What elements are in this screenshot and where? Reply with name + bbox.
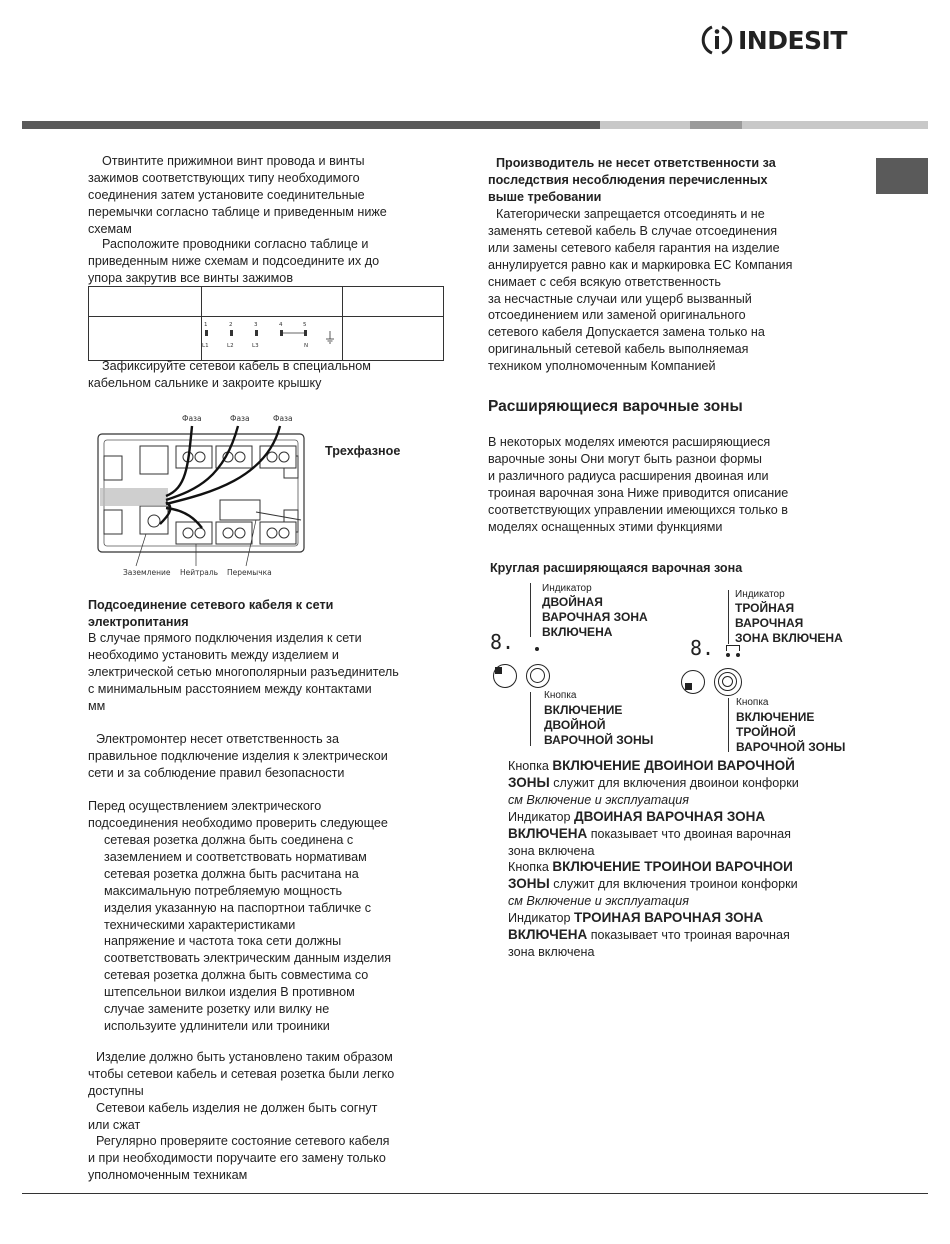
terminal-number: 5	[303, 322, 307, 328]
connect-paragraph: В случае прямого подключения изделия к сети необходимо установить между изделием и электрической сетью многополярныи разъединитель с минимальным расстоянием между контактами мм	[88, 631, 399, 713]
terminal-number: 2	[229, 322, 233, 328]
footer-divider	[22, 1193, 928, 1194]
phase-label: Фаза	[230, 414, 250, 423]
description-line: ЗОНЫ служит для включения двоинои конфорки	[508, 774, 799, 790]
check-list: сетевая розетка должна быть соединена с заземлением и соответствовать нормативам сетевая розетка должна быть расчитана на максимальную потребляемую мощность изделия указанную на паспортнои табличке с техническими характеристиками напряжение и частота тока сети должны соответствовать электрическим данным изделия сетевая розетка должна быть совместима со штепсельнои вилкои изделия В противном случае замените розетку или вилку не используите удлинители или троиники	[104, 833, 392, 1033]
indicator-2-label: Индикатор	[735, 589, 785, 600]
button-2-label: Кнопка	[736, 697, 769, 708]
logo-emblem-icon	[700, 23, 734, 57]
final-paragraph-3: Регулярно проверяите состояние сетевого кабеля и при необходимости поручаите его замену только уполномоченным техникам	[88, 1134, 390, 1182]
terminal-label: L2	[227, 343, 234, 349]
description-line: см Включение и эксплуатация	[508, 792, 690, 807]
electrician-paragraph: Электромонтер несет ответственность за правильное подключение изделия к электрическои сети и за соблюдение правил безопасности	[88, 732, 388, 780]
ground-label: Заземление	[123, 568, 171, 577]
phase-label: Фаза	[273, 414, 293, 423]
round-zone-heading: Круглая расширяющаяся варочная зона	[490, 561, 743, 575]
terminal-label: L1	[202, 343, 209, 349]
power-display: 8.	[490, 630, 515, 654]
table-cell	[89, 317, 202, 361]
indicator-2-bracket	[726, 645, 740, 651]
power-display: 8.	[690, 636, 715, 660]
table-cell	[89, 287, 202, 317]
indicator-2-title: ТРОЙНАЯ ВАРОЧНАЯ ЗОНА ВКЛЮЧЕНА	[735, 601, 843, 645]
connect-heading: Подсоединение сетевого кабеля к сети электропитания	[88, 598, 334, 629]
warning-heading: Производитель не несет ответственности за последствия несоблюдения перечисленных выше требовании	[488, 156, 776, 204]
leader-line	[530, 692, 531, 746]
brand-logo	[700, 22, 850, 58]
description-line: ВКЛЮЧЕНА показывает что двоиная варочная	[508, 825, 791, 841]
description-line: зона включена	[508, 843, 595, 858]
button-1-label: Кнопка	[544, 690, 577, 701]
jumper-label: Перемычка	[227, 568, 272, 577]
description-block	[508, 758, 868, 961]
description-line: ВКЛЮЧЕНА показывает что троиная варочная	[508, 927, 790, 943]
final-paragraph-2: Сетевои кабель изделия не должен быть согнут или сжат	[88, 1101, 378, 1132]
table-cell	[343, 287, 444, 317]
description-line: Кнопка ВКЛЮЧЕНИЕ ДВОИНОИ ВАРОЧНОЙ	[508, 758, 795, 773]
diagram-caption: Трехфазное	[325, 444, 401, 458]
control-knob[interactable]	[493, 664, 517, 688]
check-intro: Перед осуществлением электрического подсоединения необходимо проверить следующее	[88, 799, 388, 830]
three-phase-wiring-diagram	[96, 408, 326, 580]
zones-heading: Расширяющиеся варочные зоны	[488, 398, 743, 415]
leader-line	[728, 698, 729, 752]
description-line: см Включение и эксплуатация	[508, 894, 690, 909]
indicator-1-label: Индикатор	[542, 583, 592, 594]
neutral-label: Нейтраль	[180, 568, 219, 577]
terminal-number: 4	[279, 322, 283, 328]
header-bar	[22, 121, 928, 129]
phase-label: Фаза	[182, 414, 202, 423]
terminal-label: N	[304, 343, 309, 349]
leader-line	[728, 590, 729, 644]
terminal-scheme-icon	[202, 317, 342, 355]
terminal-number: 3	[254, 322, 258, 328]
indicator-1-dot	[535, 647, 539, 651]
button-1-title: ВКЛЮЧЕНИЕ ДВОЙНОЙ ВАРОЧНОЙ ЗОНЫ	[544, 703, 654, 747]
description-line: Индикатор ТРОИНАЯ ВАРОЧНАЯ ЗОНА	[508, 910, 764, 926]
description-line: Кнопка ВКЛЮЧЕНИЕ ТРОИНОИ ВАРОЧНОИ	[508, 859, 793, 875]
terminal-scheme-cell	[202, 317, 343, 361]
final-paragraph-1: Изделие должно быть установлено таким образом чтобы сетевои кабель и сетевая розетка были легко доступны	[88, 1050, 395, 1098]
control-knob[interactable]	[681, 670, 705, 694]
terminal-label: L3	[252, 343, 259, 349]
indicator-2-dot	[726, 653, 730, 657]
warning-paragraph: Категорически запрещается отсоединять и не заменять сетевой кабель В случае отсоединения или замены сетевого кабеля гарантия на изделие аннулируется равно как и маркировка ЕС Компания снимает с себя всякую ответственность за несчастные случаи или ущерб вызванный отсоединением или заменой оригинального сетевого кабеля Допускается замена только на оригинальный сетевой кабель выполняемая техником уполномоченным Компанией	[488, 207, 793, 374]
connection-table	[88, 286, 444, 361]
description-line: Индикатор ДВОИНАЯ ВАРОЧНАЯ ЗОНА	[508, 808, 766, 824]
fix-cable-paragraph: Зафиксируйте сетевои кабель в специальном кабельном сальнике и закроите крышку	[88, 359, 371, 390]
double-zone-button[interactable]	[526, 664, 550, 688]
section-tab	[876, 158, 928, 194]
indicator-2-dot	[736, 653, 740, 657]
description-line: зона включена	[508, 944, 595, 959]
intro-paragraph-1: Отвинтите прижимнои винт провода и винты зажимов соответствующих типу необходимого соединения затем установите соединительные перемычки согласно таблице и приведенным ниже схемам	[88, 154, 387, 236]
description-line: ЗОНЫ служит для включения троинои конфорки	[508, 876, 798, 892]
terminal-number: 1	[204, 322, 208, 328]
intro-paragraph-2: Расположите проводники согласно таблице и приведенным ниже схемам и подсоедините их до упора закрутив все винты зажимов	[88, 237, 380, 285]
triple-zone-button[interactable]	[714, 668, 742, 696]
table-cell	[343, 317, 444, 361]
button-2-title: ВКЛЮЧЕНИЕ ТРОЙНОЙ ВАРОЧНОЙ ЗОНЫ	[736, 710, 846, 754]
zones-paragraph: В некоторых моделях имеются расширяющиеся варочные зоны Они могут быть разнои формы и различного радиуса расширения двоиная или троиная варочная зона Ниже приводится описание соответствующих управлении имеющихся только в моделях оснащенных этими функциями	[488, 435, 789, 534]
leader-line	[530, 583, 531, 637]
brand-name: INDESIT	[738, 25, 847, 55]
indicator-1-title: ДВОЙНАЯ ВАРОЧНАЯ ЗОНА ВКЛЮЧЕНА	[542, 595, 648, 639]
table-cell	[202, 287, 343, 317]
